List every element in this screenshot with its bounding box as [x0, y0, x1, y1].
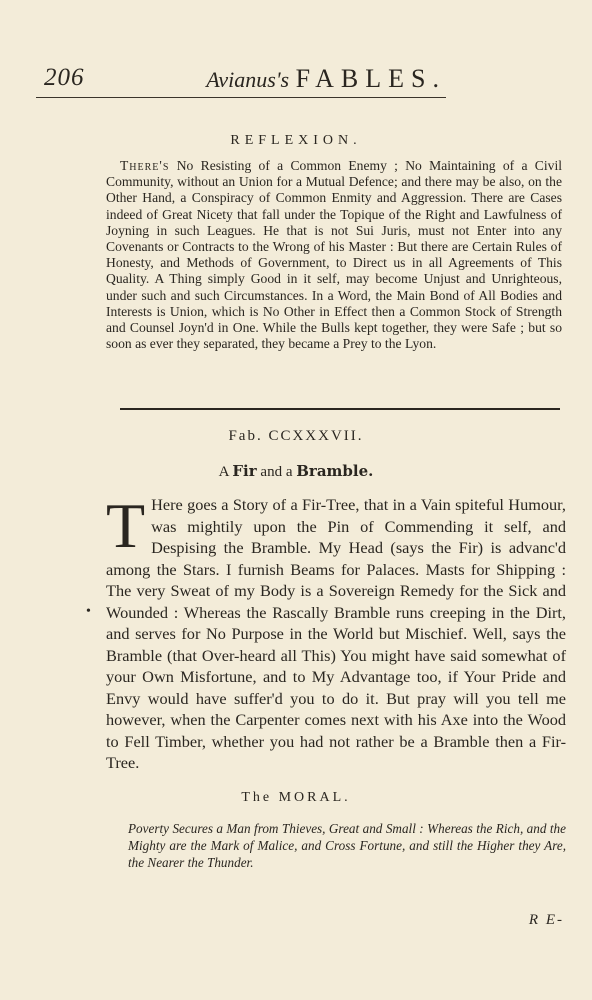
running-head-author: Avianus's	[206, 67, 290, 92]
moral-text	[128, 820, 566, 871]
moral-heading: The MORAL.	[241, 790, 351, 805]
reflexion-lead-word: There's	[120, 158, 170, 173]
reflexion-heading: REFLEXION.	[230, 133, 362, 148]
fable-title	[0, 462, 592, 481]
fable-title-bramble: Bramble.	[296, 462, 374, 480]
running-head	[206, 64, 446, 94]
reflexion-text	[106, 158, 562, 352]
header-rule	[36, 97, 446, 98]
page-number: 206	[44, 64, 85, 91]
fable-title-prefix: A	[218, 464, 233, 480]
fable-paragraph: Here goes a Story of a Fir-Tree, that in a Vain spiteful Humour, was mightily upon the Pin of Commending it self, and Despising the Bramble. My Head (says the Fir) is advanc'd among the Stars. I furnish Beams for Palaces. Masts for Shipping : The very Sweat of my Body is a Sovereign Remedy for the Sick and Wounded : Whereas the Rascally Bramble runs creeping in the Dirt, and serves for No Purpose in the World but Mischief. Well, says the Bramble (that Over-heard all This) You might have said somewhat of your Own Misfortune, and to My Advantage too, if Your Pride and Envy would have suffer'd you to do it. But pray will you tell me however, when the Carpenter comes next with his Axe into the Wood to Fell Timber, whether you had not rather be a Bramble then a Fir-Tree.	[106, 495, 566, 772]
fable-text	[106, 490, 566, 774]
catchword: R E-	[528, 912, 564, 928]
fable-title-fir: Fir	[232, 462, 257, 480]
margin-mark: •	[86, 604, 91, 619]
section-divider	[120, 408, 560, 410]
drop-cap: T	[106, 490, 146, 561]
running-header	[36, 62, 446, 96]
running-head-title: FABLES.	[295, 64, 446, 93]
fable-number: Fab. CCXXXVII.	[228, 428, 364, 444]
fable-title-and: and a	[256, 464, 297, 480]
moral-paragraph: Poverty Secures a Man from Thieves, Great and Small : Whereas the Rich, and the Mighty are the Mark of Malice, and Cross Fortune, and still the Higher they Are, the Nearer the Thunder.	[128, 821, 566, 870]
reflexion-paragraph: No Resisting of a Common Enemy ; No Maintaining of a Civil Community, without an Union for a Mutual Defence; and there may be also, on the Other Hand, a Conspiracy of Common Enmity and Aggression. There are Cases indeed of Great Nicety that fall under the Topique of the Right and Lawfulness of Joyning in such Leagues. He that is not Sui Juris, must not Enter into any Covenants or Contracts to the Wrong of his Master : But there are Certain Rules of Honesty, and Methods of Government, to Direct us in all Agreements of This Quality. A Thing simply Good in it self, may become Unjust and Unrighteous, under such and such Circumstances. In a Word, the Main Bond of All Bodies and Interests is Union, which is No Other in Effect then a Common Stock of Strength and Counsel Joyn'd in One. While the Bulls kept together, they were Safe ; but so soon as ever they separated, they became a Prey to the Lyon.	[106, 158, 562, 352]
